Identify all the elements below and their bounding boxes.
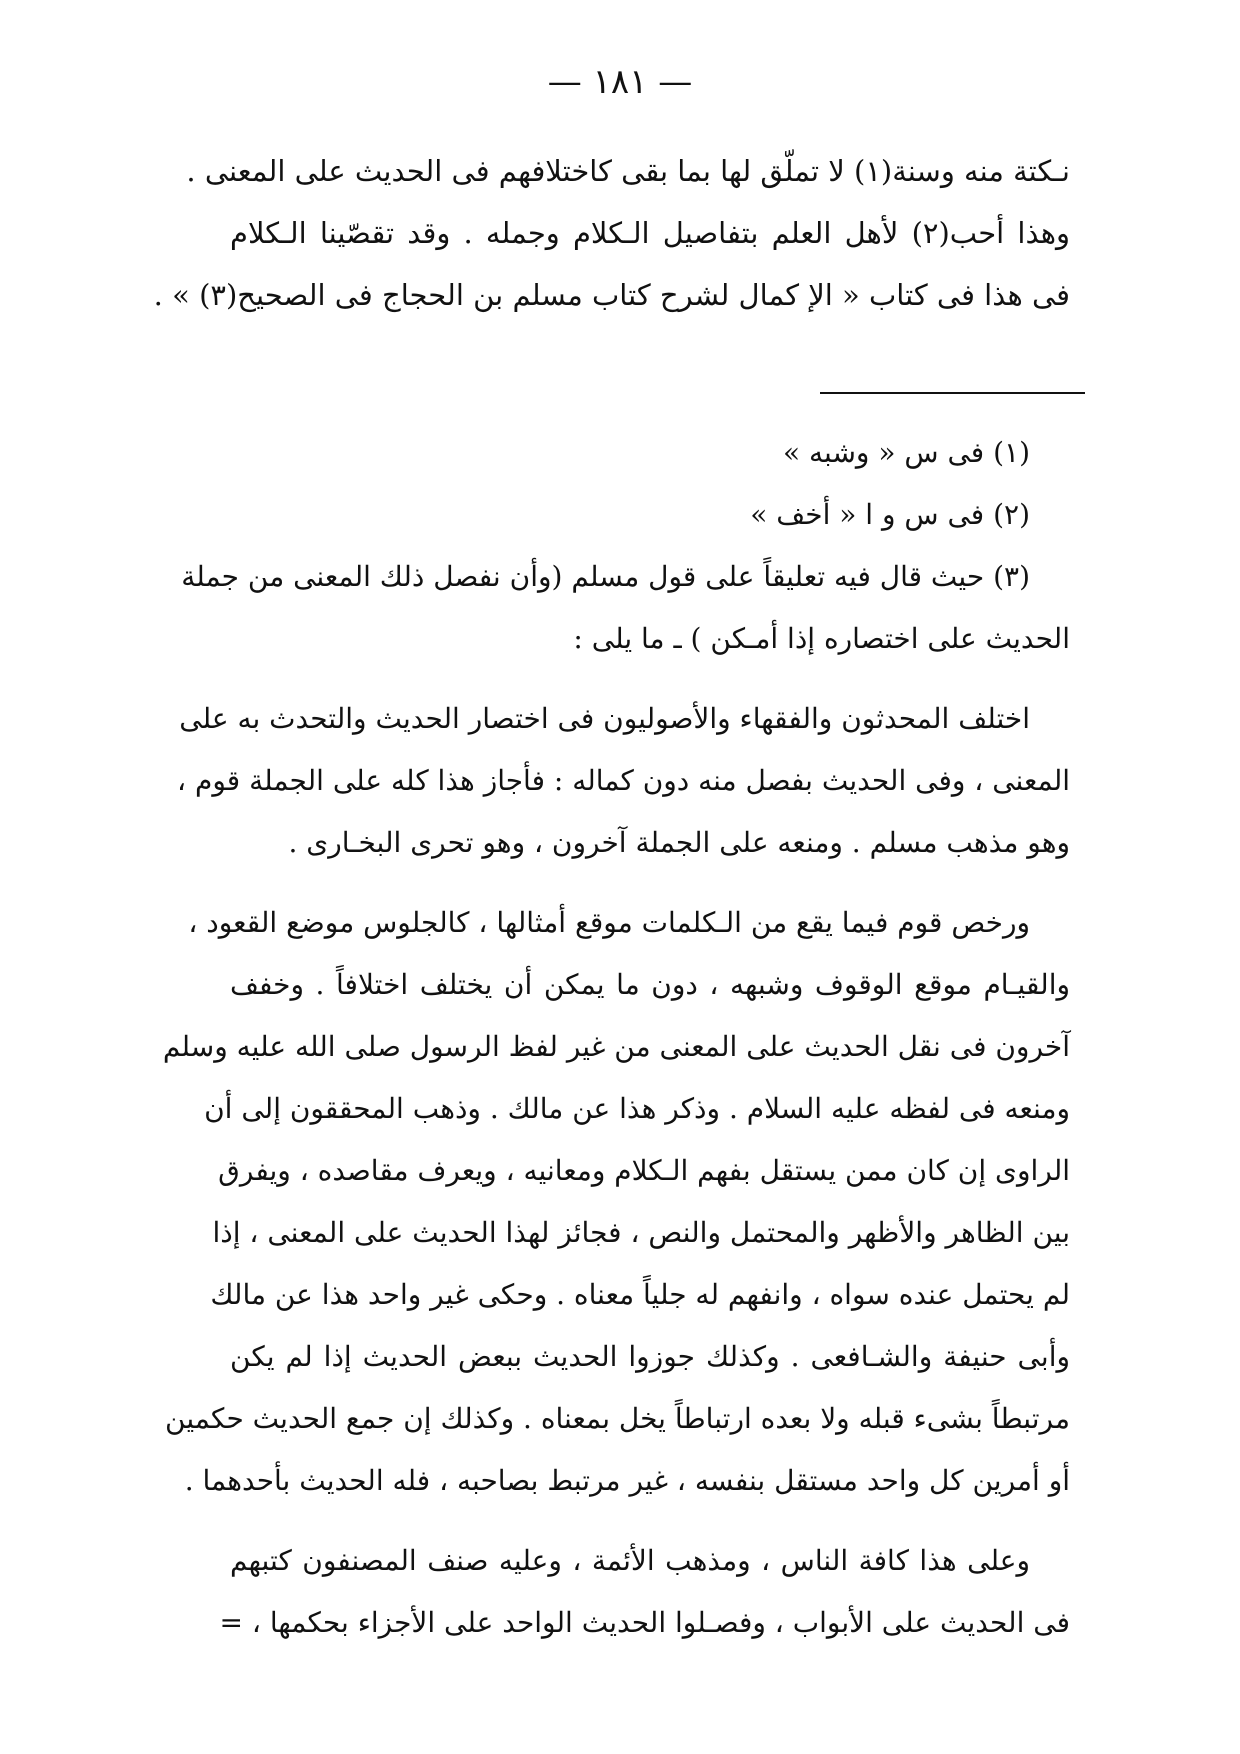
footnote-paragraph-line: الراوى إن كان ممن يستقل بفهم الـكلام ومعانيه ، ويعرف مقاصده ، ويفرق: [218, 1154, 1070, 1187]
paragraph-gap: [230, 874, 1070, 892]
footnotes: [162, 422, 1070, 1654]
footnote-paragraph-line: ورخص قوم فيما يقع من الـكلمات موقع أمثالها ، كالجلوس موضع القعود ،: [188, 906, 1030, 939]
footnote-paragraph-line: وأبى حنيفة والشـافعى . وكذلك جوزوا الحديث ببعض الحديث إذا لم يكن: [230, 1340, 1070, 1373]
footnote-3-line: الحديث على اختصاره إذا أمـكن ) ـ ما يلى :: [573, 622, 1070, 655]
main-text-line: فى هذا فى كتاب « الإ كمال لشرح كتاب مسلم بن الحجاج فى الصحيح(٣) » .: [153, 278, 1070, 312]
footnote-separator: [820, 392, 1085, 394]
page-number: — ١٨١ —: [547, 62, 693, 102]
footnote-2: (٢) فى س و ا « أخف »: [750, 498, 1030, 531]
main-text-line: وهذا أحب(٢) لأهل العلم بتفاصيل الـكلام وجمله . وقد تقصّينا الـكلام: [230, 216, 1070, 250]
footnote-paragraph-line: بين الظاهر والأظهر والمحتمل والنص ، فجائز لهذا الحديث على المعنى ، إذا: [212, 1216, 1070, 1249]
footnote-paragraph-line: وهو مذهب مسلم . ومنعه على الجملة آخرون ، وهو تحرى البخـارى .: [288, 826, 1070, 859]
footnote-paragraph-line: لم يحتمل عنده سواه ، وانفهم له جلياً معناه . وحكى غير واحد هذا عن مالك: [210, 1278, 1070, 1311]
paragraph-gap: [230, 1512, 1070, 1530]
footnote-paragraph-line: اختلف المحدثون والفقهاء والأصوليون فى اختصار الحديث والتحدث به على: [179, 702, 1030, 735]
footnote-paragraph-line: المعنى ، وفى الحديث بفصل منه دون كماله : فأجاز هذا كله على الجملة قوم ،: [177, 764, 1070, 797]
main-text-line: نـكتة منه وسنة(١) لا تملّق لها بما بقى كاختلافهم فى الحديث على المعنى .: [186, 154, 1070, 188]
footnote-paragraph-line: والقيـام موقع الوقوف وشبهه ، دون ما يمكن أن يختلف اختلافاً . وخفف: [230, 968, 1070, 1001]
footnote-paragraph-line: مرتبطاً بشىء قبله ولا بعده ارتباطاً يخل بمعناه . وكذلك إن جمع الحديث حكمين: [165, 1402, 1070, 1435]
footnote-paragraph-line: وعلى هذا كافة الناس ، ومذهب الأئمة ، وعليه صنف المصنفون كتبهم: [230, 1544, 1031, 1577]
footnote-paragraph-line: آخرون فى نقل الحديث على المعنى من غير لفظ الرسول صلى الله عليه وسلم: [162, 1030, 1070, 1063]
footnote-paragraph-line: فى الحديث على الأبواب ، وفصـلوا الحديث الواحد على الأجزاء بحكمها ، =: [219, 1606, 1070, 1639]
footnote-3-line: (٣) حيث قال فيه تعليقاً على قول مسلم (وأن نفصل ذلك المعنى من جملة: [181, 560, 1030, 593]
footnote-paragraph-line: ومنعه فى لفظه عليه السلام . وذكر هذا عن مالك . وذهب المحققون إلى أن: [204, 1092, 1070, 1125]
footnote-1: (١) فى س « وشبه »: [782, 436, 1030, 469]
paragraph-gap: [230, 670, 1070, 688]
main-text: [153, 140, 1070, 326]
footnote-paragraph-line: أو أمرين كل واحد مستقل بنفسه ، غير مرتبط بصاحبه ، فله الحديث بأحدهما .: [184, 1464, 1070, 1497]
